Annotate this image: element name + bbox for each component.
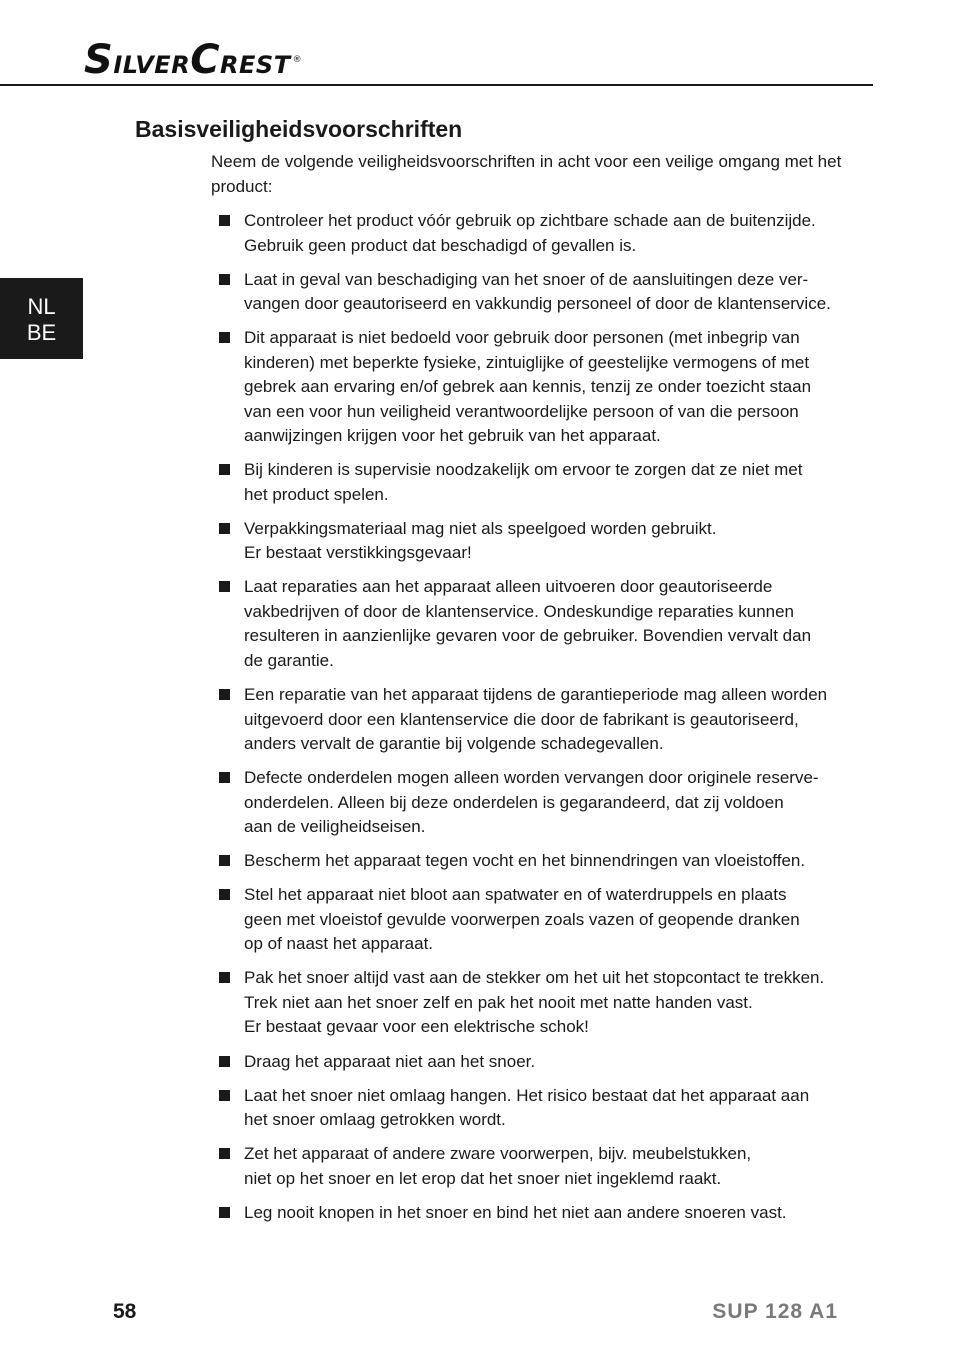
list-item-text: Laat reparaties aan het apparaat alleen uitvoeren door geautoriseerde vakbedrijven of door de klantenservice. Ondeskundige reparaties kunnen resulteren in aanzienlijke gevaren voor de gebruiker. Bovendien vervalt dan de garantie. [244, 577, 812, 670]
square-bullet-icon [219, 464, 230, 475]
language-tab [0, 278, 83, 359]
silvercrest-logo: SILVERCREST ® [84, 37, 303, 83]
language-code-be: BE [26, 320, 57, 345]
list-item-text: Dit apparaat is niet bedoeld voor gebruik door personen (met inbegrip van kinderen) met beperkte fysieke, zintuiglijke of geestelijke vermogens of met gebrek aan ervaring en/of gebrek aan kennis, tenzij ze onder toezicht staan van een voor hun veiligheid verantwoordelijke persoon of van die persoon aanwijzingen krijgen voor het gebruik van het apparaat. [244, 328, 812, 446]
list-item [216, 883, 846, 957]
square-bullet-icon [219, 972, 230, 983]
list-item [216, 575, 846, 673]
square-bullet-icon [219, 1148, 230, 1159]
list-item [216, 1201, 846, 1226]
list-item-text: Bij kinderen is supervisie noodzakelijk om ervoor te zorgen dat ze niet met het product spelen. [244, 460, 803, 504]
list-item-text: Laat het snoer niet omlaag hangen. Het risico bestaat dat het apparaat aan het snoer omlaag getrokken wordt. [244, 1085, 810, 1130]
list-item-text: Laat in geval van beschadiging van het snoer of de aansluitingen deze ver- vangen door geautoriseerd en vakkundig personeel of door de klantenservice. [244, 269, 831, 314]
list-item-text: Zet het apparaat of andere zware voorwerpen, bijv. meubelstukken, niet op het snoer en let erop dat het snoer niet ingeklemd raakt. [244, 1144, 752, 1188]
list-item [216, 209, 846, 258]
list-item-text: Controleer het product vóór gebruik op zichtbare schade aan de buitenzijde. Gebruik geen product dat beschadigd of gevallen is. [244, 211, 816, 255]
list-item [216, 326, 846, 449]
list-item [216, 766, 846, 840]
square-bullet-icon [219, 889, 230, 900]
list-item [216, 683, 846, 757]
intro-paragraph: Neem de volgende veiligheidsvoorschriften in acht voor een veilige omgang met het product: [211, 152, 842, 196]
square-bullet-icon [219, 689, 230, 700]
square-bullet-icon [219, 772, 230, 783]
list-item-text: Bescherm het apparaat tegen vocht en het binnendringen van vloeistoffen. [244, 851, 806, 871]
list-item [216, 268, 846, 317]
list-item [216, 1142, 846, 1191]
square-bullet-icon [219, 1207, 230, 1218]
list-item-text: Een reparatie van het apparaat tijdens de garantieperiode mag alleen worden uitgevoerd door een klantenservice die door de fabrikant is geautoriseerd, anders vervalt de garantie bij volgende schadegevallen. [244, 685, 828, 754]
square-bullet-icon [219, 855, 230, 866]
page-number: 58 [113, 1300, 137, 1323]
section-title: Basisveiligheidsvoorschriften [135, 116, 463, 142]
list-item [216, 1050, 846, 1075]
square-bullet-icon [219, 1056, 230, 1067]
square-bullet-icon [219, 1090, 230, 1101]
square-bullet-icon [219, 523, 230, 534]
square-bullet-icon [219, 215, 230, 226]
language-code-nl: NL [27, 294, 56, 319]
list-item [216, 849, 846, 874]
safety-list [216, 209, 846, 1235]
list-item-text: Draag het apparaat niet aan het snoer. [244, 1051, 536, 1071]
list-item [216, 517, 846, 566]
square-bullet-icon [219, 332, 230, 343]
header-rule [0, 84, 873, 86]
list-item-text: Defecte onderdelen mogen alleen worden vervangen door originele reserve- onderdelen. Alleen bij deze onderdelen is gegarandeerd, dat zij voldoen aan de veiligheidseisen. [244, 768, 819, 837]
list-item-text: Leg nooit knopen in het snoer en bind het niet aan andere snoeren vast. [244, 1202, 787, 1222]
square-bullet-icon [219, 581, 230, 592]
list-item [216, 966, 846, 1040]
list-item-text: Stel het apparaat niet bloot aan spatwater en of waterdruppels en plaats geen met vloeistof gevulde voorwerpen zoals vazen of geopende dranken op of naast het apparaat. [244, 885, 800, 954]
list-item [216, 458, 846, 507]
square-bullet-icon [219, 274, 230, 285]
list-item-text: Verpakkingsmateriaal mag niet als speelgoed worden gebruikt. Er bestaat verstikkingsgevaar! [244, 518, 717, 563]
model-number: SUP 128 A1 [712, 1300, 838, 1323]
list-item [216, 1084, 846, 1133]
list-item-text: Pak het snoer altijd vast aan de stekker om het uit het stopcontact te trekken. Trek niet aan het snoer zelf en pak het nooit met natte handen vast. Er bestaat gevaar voor een elektrische schok! [244, 968, 825, 1037]
